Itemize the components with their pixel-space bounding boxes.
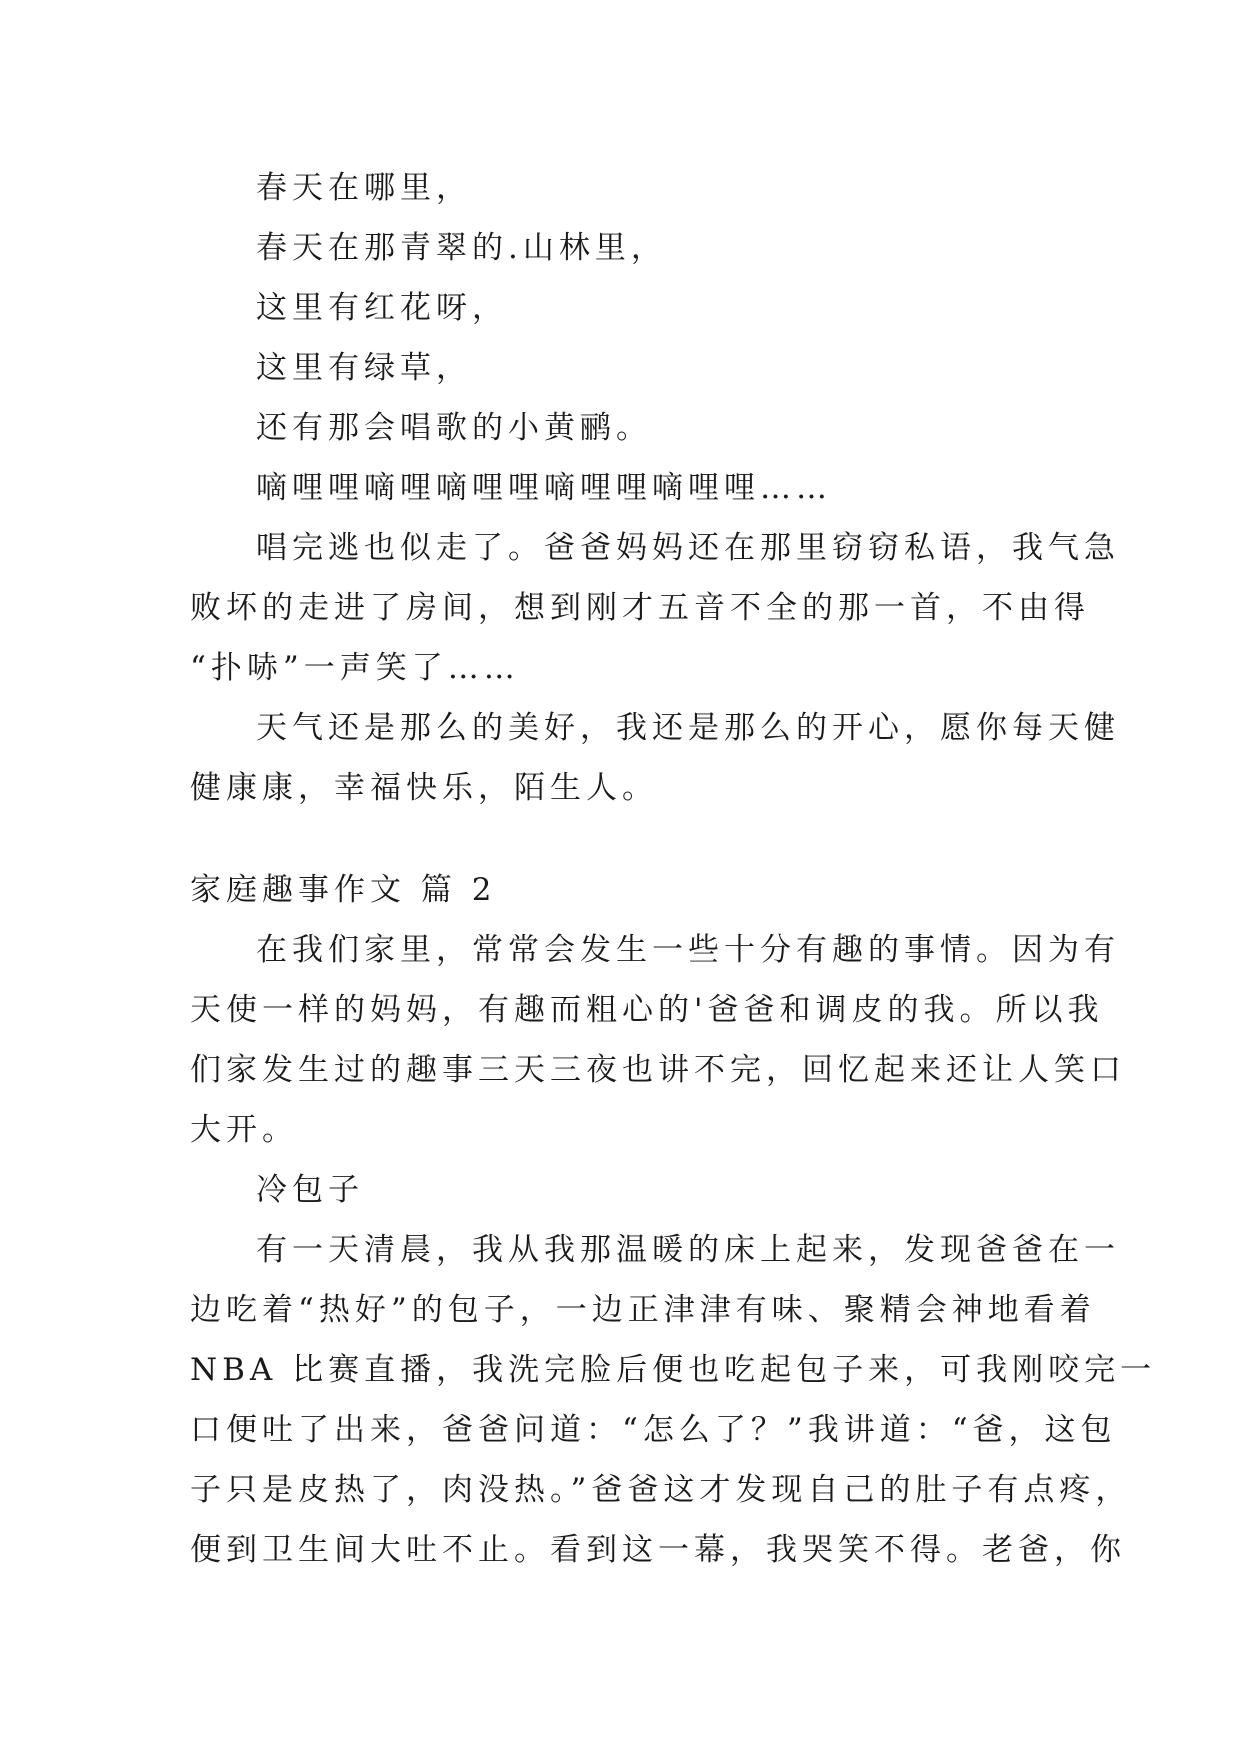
paragraph-line: 天气还是那么的美好，我还是那么的开心，愿你每天健 [256, 710, 1120, 746]
paragraph-line: 便到卫生间大吐不止。看到这一幕，我哭笑不得。老爸，你 [190, 1532, 1126, 1568]
paragraph-line: 大开。 [190, 1112, 298, 1148]
section-heading: 家庭趣事作文 篇 2 [190, 872, 497, 908]
paragraph-line: 口便吐了出来，爸爸问道：“怎么了？”我讲道：“爸，这包 [190, 1412, 1117, 1448]
paragraph-line: 天使一样的妈妈，有趣而粗心的'爸爸和调皮的我。所以我 [190, 992, 1104, 1028]
paragraph-line: 们家发生过的趣事三天三夜也讲不完，回忆起来还让人笑口 [190, 1052, 1126, 1088]
paragraph-line: 子只是皮热了，肉没热。”爸爸这才发现自己的肚子有点疼， [190, 1472, 1132, 1508]
paragraph-line: 有一天清晨，我从我那温暖的床上起来，发现爸爸在一 [256, 1232, 1120, 1268]
poem-line: 还有那会唱歌的小黄鹂。 [256, 410, 652, 446]
paragraph-line: NBA 比赛直播，我洗完脸后便也吃起包子来，可我刚咬完一 [190, 1352, 1157, 1388]
paragraph-line: 在我们家里，常常会发生一些十分有趣的事情。因为有 [256, 932, 1120, 968]
paragraph-line: “扑哧”一声笑了…… [190, 650, 520, 686]
subheading: 冷包子 [256, 1172, 364, 1208]
poem-line: 春天在哪里， [256, 170, 472, 206]
paragraph-line: 唱完逃也似走了。爸爸妈妈还在那里窃窃私语，我气急 [256, 530, 1120, 566]
poem-line: 春天在那青翠的.山林里， [256, 230, 667, 266]
poem-line: 这里有红花呀， [256, 290, 508, 326]
paragraph-line: 败坏的走进了房间，想到刚才五音不全的那一首，不由得 [190, 590, 1090, 626]
paragraph-line: 边吃着“热好”的包子，一边正津津有味、聚精会神地看着 [190, 1292, 1096, 1328]
poem-line: 嘀哩哩嘀哩嘀哩哩嘀哩哩嘀哩哩…… [256, 470, 832, 506]
paragraph-line: 健康康，幸福快乐，陌生人。 [190, 770, 658, 806]
poem-line: 这里有绿草， [256, 350, 472, 386]
